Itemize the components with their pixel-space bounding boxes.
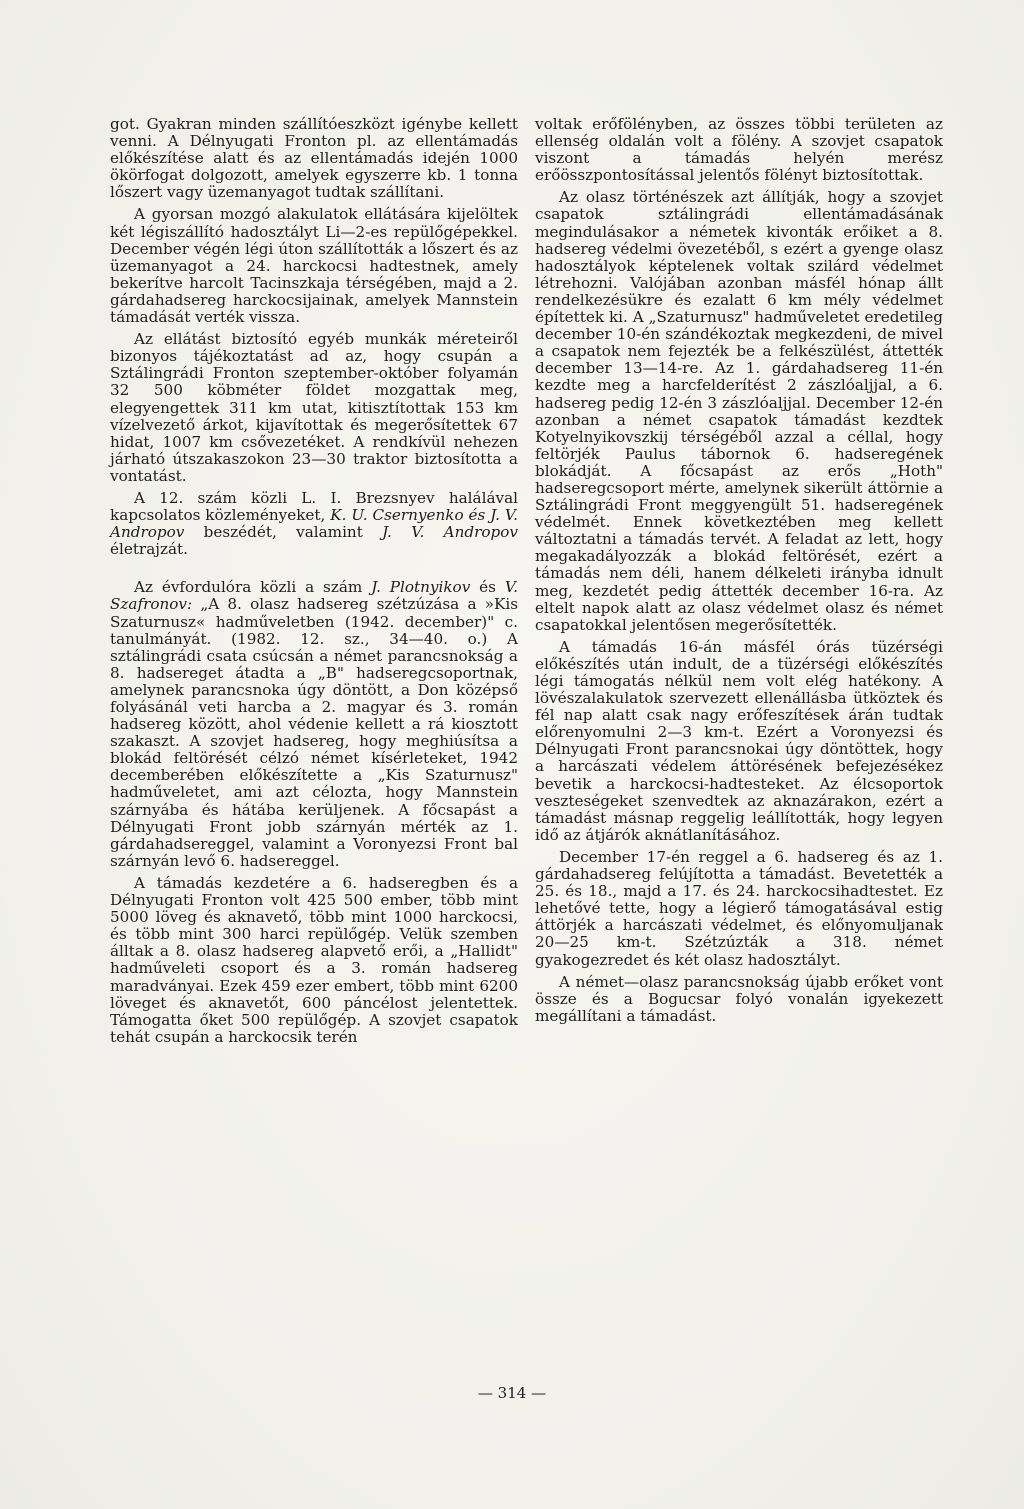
paragraph: Az olasz történészek azt állítják, hogy a szovjet csapatok sztálingrádi ellentámadásának megindulásakor a németek kivonták erőiket a 8. hadsereg védelmi övezetéből, s ezért a gyenge olasz hadosztályok képtelenek voltak szilárd védelmet létrehozni. Valójában azonban másfél hónap állt rendelkezésükre és ezalatt 6 km mély védelmet építettek ki. A „Szaturnusz" hadműveletet eredetileg december 10-én szándékoztak megkezdeni, de mivel a csapatok nem fejezték be a felkészülést, áttették december 13—14-re. Az 1. gárdahadsereg 11-én kezdte meg a harcfelderítést 2 zászlóaljjal, a 6. hadsereg pedig 12-én 3 zászlóaljjal. December 12-én azonban a német csapatok támadást kezdtek Kotyelnyikovszkij térségéből azzal a céllal, hogy feltörjék Paulus tábornok 6. hadseregének blokádját. A főcsapást az erős „Hoth" hadseregcsoport mérte, amelynek sikerült áttörnie a Sztálingrádi Front meggyengült 51. hadseregének védelmét. Ennek következtében meg kellett változtatni a támadás tervét. A feladat az lett, hogy megakadályozzák a blokád feltörését, ezért a támadás nem déli, hanem délkeleti irányba idnult meg, kezdetét pedig áttették december 16-ra. Az eltelt napok alatt az olasz védelmet olasz és német csapatokkal jelentősen megerősítették.	[535, 188, 943, 634]
paragraph	[110, 490, 518, 558]
text-run: beszédét, valamint	[203, 523, 363, 542]
paragraph	[110, 579, 518, 870]
paragraph: A gyorsan mozgó alakulatok ellátására kijelöltek két légiszállító hadosztályt Li—2-es repülőgépekkel. December végén légi úton szállították a lőszert és az üzemanyagot a 24. harckocsi hadtestnek, amely bekerítve harcolt Tacinszkaja térségében, majd a 2. gárdahadsereg harckocsijainak, amelyek Mannstein támadását verték vissza.	[110, 205, 518, 327]
paragraph: A német—olasz parancsnokság újabb erőket vont össze és a Bogucsar folyó vonalán igyekezett megállítani a támadást.	[535, 972, 943, 1025]
text-run: Az évfordulóra közli a szám	[134, 578, 363, 597]
paragraph: voltak erőfölényben, az összes többi területen az ellenség oldalán volt a fölény. A szovjet csapatok viszont a támadás helyén merész erőösszpontosítással jelentős fölényt biztosítottak.	[535, 115, 943, 185]
author-name: J. Plotnyikov	[371, 578, 471, 597]
page-number: — 314 —	[477, 1384, 547, 1402]
text-run: életrajzát.	[110, 540, 188, 559]
text-run: „A 8. olasz hadsereg szétzúzása a »Kis Szaturnusz« hadműveletben (1942. december)" c. tanulmányát. (1982. 12. sz., 34—40. o.) A sztálingrádi csata csúcsán a német parancsnokság a 8. hadsereget átadta a „B" hadseregcsoportnak, amelynek parancsnoka úgy döntött, a Don középső folyásánál veti harcba a 2. magyar és 3. román hadsereg között, ahol védenie kellett a rá kiosztott szakaszt. A szovjet hadsereg, hogy meghiúsítsa a blokád feltörését célzó német kísérleteket, 1942 decemberében előkészítette a „Kis Szaturnusz" hadműveletet, ami azt célozta, hogy Mannstein szárnyába és hátába kerüljenek. A főcsapást a Délnyugati Front jobb szárnyán mérték az 1. gárdahadsereggel, valamint a Voronyezsi Front bal szárnyán levő 6. hadsereggel.	[110, 595, 519, 870]
text-run: A 12. szám közli L. I. Brezsnyev halálával kapcsolatos közleményeket,	[110, 488, 518, 525]
paragraph: A támadás kezdetére a 6. hadseregben és a Délnyugati Fronton volt 425 500 ember, több mint 5000 löveg és aknavető, több mint 1000 harckocsi, és több mint 300 harci repülőgép. Velük szemben álltak a 8. olasz hadsereg alapvető erői, a „Hallidt" hadműveleti csoport és a 3. román hadsereg maradványai. Ezek 459 ezer embert, több mint 6200 löveget és aknavetőt, 600 páncélost jelentettek. Támogatta őket 500 repülőgép. A szovjet csapatok tehát csupán a harckocsik terén	[110, 873, 518, 1046]
paragraph: Az ellátást biztosító egyéb munkák méreteiről bizonyos tájékoztatást ad az, hogy csupán a Sztálingrádi Fronton szeptember-október folyamán 32 500 köbméter földet mozgattak meg, elegyengettek 311 km utat, kitisztítottak 153 km vízelvezető árkot, kijavítottak és megerősítettek 67 hidat, 1007 km csővezetéket. A rendkívül nehezen járható útszakaszokon 23—30 traktor biztosította a vontatást.	[110, 330, 518, 485]
paragraph: December 17-én reggel a 6. hadsereg és az 1. gárdahadsereg felújította a támadást. Bevetették a 25. és 18., majd a 17. és 24. harckocsihadtestet. Ez lehetővé tette, hogy a légierő támogatásával estig áttörjék a harcászati védelmet, és előnyomuljanak 20—25 km-t. Szétzúzták a 318. német gyakogezredet és két olasz hadosztályt.	[535, 847, 943, 969]
author-name: J. V. Andropov	[382, 523, 518, 542]
right-text-column	[535, 116, 943, 1030]
author-name: V. Szafronov:	[110, 578, 518, 614]
text-run: és	[479, 578, 496, 597]
author-names: K. U. Csernyenko és J. V. Andropov	[110, 506, 519, 542]
left-text-column	[110, 116, 518, 1051]
paragraph: A támadás 16-án másfél órás tüzérségi előkészítés után indult, de a tüzérségi előkészítés légi támogatás nélkül nem volt elég hatékony. A lövészalakulatok szervezett ellenállásba ütköztek és fél nap alatt csak nagy erőfeszítések árán tudtak előrenyomulni 2—3 km-t. Ezért a Voronyezsi és Délnyugati Front parancsnokai úgy döntöttek, hogy a harcászati védelem áttörésének befejezésékez bevetik a harckocsi-hadtesteket. Az élcsoportok veszteségeket szenvedtek az aknazárakon, ezért a támadást másnap reggelig leállították, hogy legyen idő az átjárók aknátlanításához.	[535, 637, 943, 844]
paragraph: got. Gyakran minden szállítóeszközt igénybe kellett venni. A Délnyugati Fronton pl. az ellentámadás előkészítése alatt és az ellentámadás idején 1000 ökörfogat dolgozott, amelyek egyszerre kb. 1 tonna lőszert vagy üzemanyagot tudtak szállítani.	[110, 115, 518, 202]
